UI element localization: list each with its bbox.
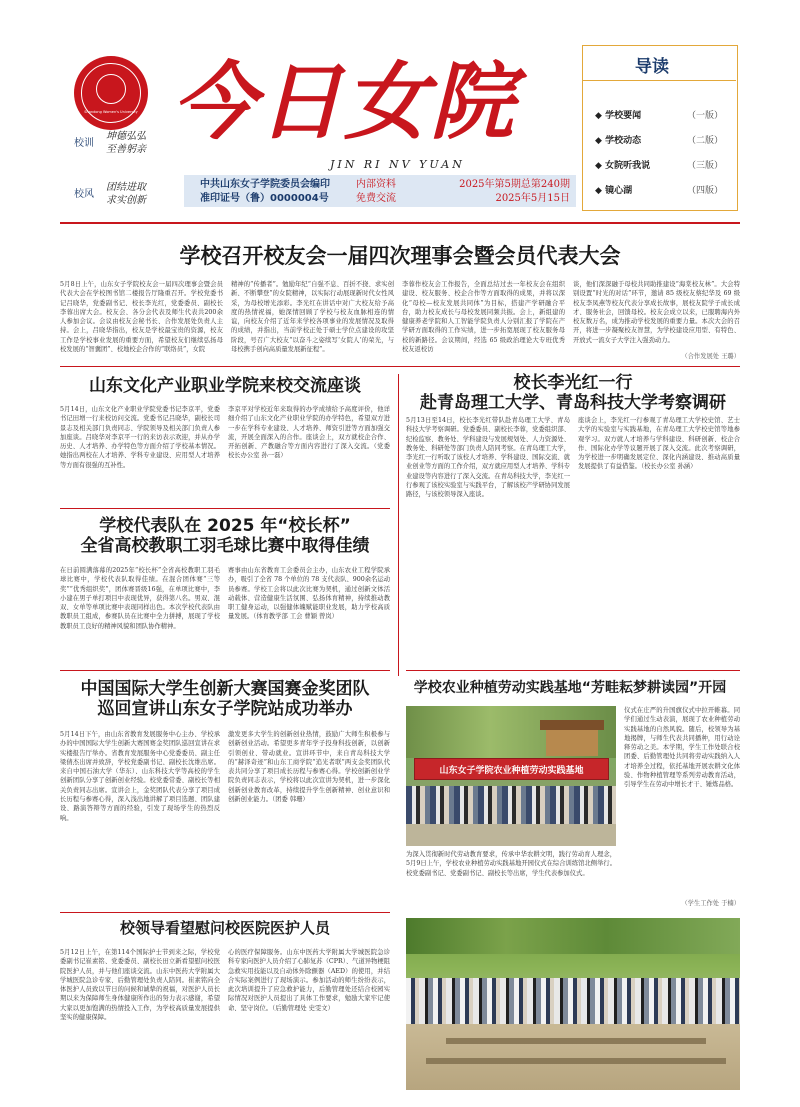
motto <box>106 130 146 156</box>
inspect-headline <box>406 374 740 413</box>
guide-item[interactable] <box>595 152 723 177</box>
guide-item-page: （四版） <box>686 186 723 196</box>
column-divider <box>398 374 399 676</box>
art-culture-headline: 山东文化产业职业学院来校交流座谈 <box>89 376 361 396</box>
guide-box <box>582 45 738 211</box>
free-label: 免费交流 <box>356 193 396 204</box>
innovation-headline <box>60 680 390 719</box>
publisher <box>200 178 330 206</box>
masthead-pinyin: JIN RI NV YUAN <box>330 158 465 171</box>
section-divider <box>406 670 740 671</box>
section-divider <box>60 912 390 913</box>
guide-item[interactable] <box>595 177 723 202</box>
farm-headline: 学校农业种植劳动实践基地“芳畦耘梦耕读园”开园 <box>413 680 727 696</box>
ethos-line: 团结进取 <box>106 182 146 193</box>
ethos <box>106 181 146 207</box>
logo-text: Shandong Women's University <box>84 110 138 114</box>
diamond-icon: ◆ <box>595 161 606 171</box>
guide-item[interactable] <box>595 102 723 127</box>
badminton-headline-line: 全省高校教职工羽毛球比赛中取得佳绩 <box>80 535 370 556</box>
ethos-label: 校风 <box>74 189 94 200</box>
farm-credit: （学生工作处 于楠） <box>681 900 740 907</box>
lead-col: 谈，他们深深融于母校共同助推建设“海棠校友林”。大会特别设置“时光的对话”环节，邀请 85 级校友蔡纪华及 69 级校友李凤燕等校友代表分享成长故事，展校友院学子成长成才、服务社会，回馈母校。校友会成立以来，已服聘海内外校友数万名，成为推动学校发展的重要力量。本次大会的召开，将进一步凝聚校友智慧，为学校建设应用型、有特色、开放式一流女子大学注入强劲动力。 <box>573 281 740 344</box>
motto-label: 校训 <box>74 138 94 149</box>
innovation-col: 5月14日下午，由山东省教育发展服务中心主办、学校承办的中国国际大学生创新大赛国赛金奖团队巡回宣讲在求实楼报告厅举办。省教育发展服务中心党委委员、副主任梁倩杰出席并致辞，学校党委副书记、副校长沈维出席。来自中国石油大学（华东）、山东科技大学等高校的学生创新团队分享了创新创业经验。校党委常委、副校长等相关负责同志出席。宣讲会上，金奖团队代表分享了项目成长历程与参赛心得，深入浅出地讲解了项目选题、团队建设、路演答辩等方面的经验，引发了现场学生的热烈反响。 <box>60 731 220 822</box>
farm-col: 仪式在庄严的升国旗仪式中拉开帷幕。同学们通过生动表演，展现了农业种植劳动实践基地的自然风貌。随后，校领导为基地揭牌，与师生代表共同播种，用行动诠释劳动之美。本学期，学生工作处联合校团委、后勤管理处共同将劳动实践纳入人才培养全过程，依托基地开展农耕文化体验、作物种植管理等系列劳动教育活动，引导学生在劳动中增长才干、锤炼品格。 <box>624 707 740 789</box>
guide-item-page: （二版） <box>686 136 723 146</box>
guide-item-page: （三版） <box>686 161 723 171</box>
lead-col: 5月8日上午，山东女子学院校友会一届四次理事会暨会员代表大会在学校图书馆二楼报告厅隆重召开。学校党委书记吕晓华，党委副书记、校长李光红，党委委员、副校长李蓉出席大会。校友会、各分会代表及师生代表共200余人参加会议。会议由校友会秘书长、合作发展处负责人主持。会上，吕晓华指出，校友是学校最宝贵的资源，校友工作是学校事业发展的重要方面，希望校友们继续弘扬母校发展的“智囊团”、校地校企合作的“联络员”，女院 <box>60 281 223 354</box>
motto-line: 坤德弘弘 <box>106 131 146 142</box>
section-divider <box>60 366 740 367</box>
innovation-headline-line: 中国国际大学生创新大赛国赛金奖团队 <box>80 679 370 699</box>
hospital-headline: 校领导看望慰问校医院医护人员 <box>119 919 330 937</box>
internal-note <box>356 178 396 206</box>
university-seal-logo <box>74 56 148 130</box>
hospital-col: 心的医疗保障服务。山东中医药大学附属大学城医院急诊科专家向医护人员介绍了心肺复苏（CPR）、气道异物梗阻急救实用技能以及自动体外除颤器（AED）的使用，并结合实际案例进行了现场演示。参加活动的师生纷纷表示，此次培训提升了应急救护能力，后勤管理处还结合校园实际情况对医护人员提出了具体工作要求，勉励大家牢记使命、坚守岗位。（后勤管理处 史雯文） <box>228 949 390 1012</box>
masthead-title: 今日女院 <box>172 52 517 151</box>
art-culture-col: 李京平对学校近年来取得的办学成绩给予高度评价，他详细介绍了山东文化产业职业学院的办学特色，希望双方进一步在学科专业建设、人才培养、师资引进等方面加强交流，开展全面深入的合作。座谈会上，双方就校企合作、开拓创新、产教融合等方面内容进行了深入交流。（党委 校长办公室 孙一磊） <box>228 406 390 460</box>
inspect-col: 5月13日至14日，校长李光红带队赴青岛理工大学、青岛科技大学考察调研。党委委员、副校长李蓉，党委组织部、纪检监察、教务处、学科建设与发展规划处、人力资源处、教务处、科研处等部门负责人陪同考察。在青岛理工大学，李光红一行听取了该校人才培养、学科建设、国际交流、就业创业等方面的工作介绍，双方就应用型人才培养、学科专业建设等内容进行了深入交流。在青岛科技大学，李光红一行参观了该校实验室与实践平台，了解该校产学研协同发展路径，与该校领导深入座谈。 <box>406 417 570 499</box>
permit-line: 准印证号（鲁）0000004号 <box>200 193 329 204</box>
inspect-headline-line: 校长李光红一行 <box>513 373 633 393</box>
ethos-line: 求实创新 <box>106 195 146 206</box>
lead-credit: （合作发展处 王璐） <box>681 353 740 360</box>
badminton-headline <box>60 517 390 556</box>
internal-label: 内部资料 <box>356 179 396 190</box>
badminton-col: 赛事由山东省教育工会委员会主办，山东农业工程学院承办，吸引了全省 78 个单位的 78 支代表队、900余名运动员参赛。学校工会将以此次比赛为契机，通过创新文体活动载体、营造健康生活氛围、弘扬体育精神，持续推动教职工健身运动，以强健体魄赋能职业发展，助力学校高质量发展。（体育教学部 工会 曹颖 曾岚） <box>228 567 390 621</box>
art-culture-col: 5月14日，山东文化产业职业学院党委书记李京平，党委书记田增一行来校访问交流。党委书记吕晓华，副校长司景志及相关部门负责同志、学院领导及相关部门负责人参加座谈。吕晓华对李京平一行的来访表示欢迎，并从办学历史、人才培养、办学特色等方面介绍了学校基本情况。她指出两校在人才培养、学科专业建设、应用型人才培养等方面有很强的互补性。 <box>60 406 220 469</box>
banner-text: 山东女子学院农业种植劳动实践基地 <box>439 766 584 776</box>
motto-line: 至善躬亲 <box>106 144 146 155</box>
diamond-icon: ◆ <box>595 111 606 121</box>
farm-photo-caption: 为深入贯彻新时代劳动教育要求，传承中华农耕文明，践行劳动育人理念，5月9日上午，学校农业种植劳动实践基地开园仪式在综合训练馆北侧举行。校党委副书记、党委副书记、副校长等出席，学生代表参加仪式。 <box>406 851 616 877</box>
lead-headline: 学校召开校友会一届四次理事会暨会员代表大会 <box>179 244 621 268</box>
guide-item-label: 女院听我说 <box>605 161 651 171</box>
guide-item-label: 学校要闻 <box>605 111 642 121</box>
lead-col: 李蓉作校友会工作报告，全面总结过去一年校友会在组织建设、校友服务、校企合作等方面取得的成果，并将以深化“母校—校友发展共同体”为目标，搭建产学研融合平台，助力校友成长与母校发展同频共振。会上，新组建的健康养老学院和人工智能学院负责人分别汇报了学院在产学研方面取得的工作实绩，进一步拓宽展现了校友服务母校的新路径。会议期间，经选 65 级政治理论大专班优秀校友返校访 <box>402 281 565 354</box>
guide-title: 导读 <box>635 57 669 77</box>
masthead-divider <box>60 222 740 224</box>
innovation-headline-line: 巡回宣讲山东女子学院站成功举办 <box>97 698 353 719</box>
hospital-col: 5月12日上午，在第114个国际护士节到来之际，学校党委副书记崔素铭、党委委员、副校长田立新看望慰问校医院医护人员，并与他们座谈交流。山东中医药大学附属大学城医院急诊专家、后勤管理处负责人陪同。崔素铭向全体医护人员致以节日的问候和诚挚的祝福，对医护人员长期以来为保障师生身体健康所作出的努力表示感谢，希望大家以更加饱满的热情投入工作，为学校高质量发展提供坚实的健康保障。 <box>60 949 220 1022</box>
badminton-col: 在日前圆满落幕的2025年“校长杯”全省高校教职工羽毛球比赛中，学校代表队取得佳绩。在混合团体赛“三等奖”“优秀组织奖”，团体赛晋级16强，在单项比赛中，李小建在男子单打项目中表现优异，获得第八名。男双、混双、女单等单项比赛中表现同样出色。本次学校代表队由教职员工组成，参赛队员在比赛中全力拼搏，展现了学校教职员工良好的精神风貌和团队协作精神。 <box>60 567 220 630</box>
innovation-col: 激发更多大学生的创新创业热情，鼓励广大师生积极参与创新创业活动。希望更多青年学子投身科技创新，以创新引领创业、带动就业。宣讲环节中，来自青岛科技大学的“赫泽奇迹”和山东工商学院“追光者联”两支金奖团队代表共同分享了项目成长历程与参赛心得。学校创新创业学院负责同志表示，学校将以此次宣讲为契机，进一步深化创新创业教育改革，持续提升学生创新精神、创业意识和创新创业能力。（团委 韩珊） <box>228 731 390 804</box>
section-divider <box>60 508 390 509</box>
inspect-headline-line: 赴青岛理工大学、青岛科技大学考察调研 <box>420 392 726 413</box>
guide-item-label: 学校动态 <box>605 136 642 146</box>
farm-planting-photo <box>406 918 740 1090</box>
issue-info <box>424 178 570 206</box>
guide-item-page: （一版） <box>686 111 723 121</box>
guide-item-label: 镜心湖 <box>605 186 633 196</box>
issue-number: 2025年第5期总第240期 <box>459 179 570 190</box>
org-line: 中共山东女子学院委员会编印 <box>200 179 330 190</box>
guide-item[interactable] <box>595 127 723 152</box>
farm-opening-photo <box>406 706 616 846</box>
lead-col: 精神的“传播者”。勉励年纪“自强不息、百折不挠、求实创新、不断攀登”的女院精神，以实际行动展现新时代女性风采，为母校增光添彩。李光红在讲话中对广大校友给予高度的热情祝福，她深情回顾了学校与校友血脉相连的情谊，向校友介绍了近年来学校各项事业的发展情况及取得的成绩，并指出，当前学校正处于硕士学位点建设的攻坚阶段，号召广大校友“以奋斗之姿续写‘女院人’的荣光，与母校携手创向高质量发展新征程”。 <box>231 281 394 354</box>
section-divider <box>60 670 390 671</box>
badminton-headline-line: 学校代表队在 2025 年“校长杯” <box>99 516 351 536</box>
issue-date: 2025年5月15日 <box>495 193 570 204</box>
diamond-icon: ◆ <box>595 186 606 196</box>
inspect-col: 座谈会上，李光红一行参观了青岛理工大学校史馆、艺士大学的实验室与实践基地，在青岛理工大学校史馆等地参观学习。双方就人才培养与学科建设、科研创新、校企合作、国际化办学等议题开展了深入交流。此次考察调研，为学校进一步明确发展定位、深化内涵建设、推动高质量发展提供了有益借鉴。（校长办公室 孙涵） <box>578 417 740 471</box>
diamond-icon: ◆ <box>595 136 606 146</box>
